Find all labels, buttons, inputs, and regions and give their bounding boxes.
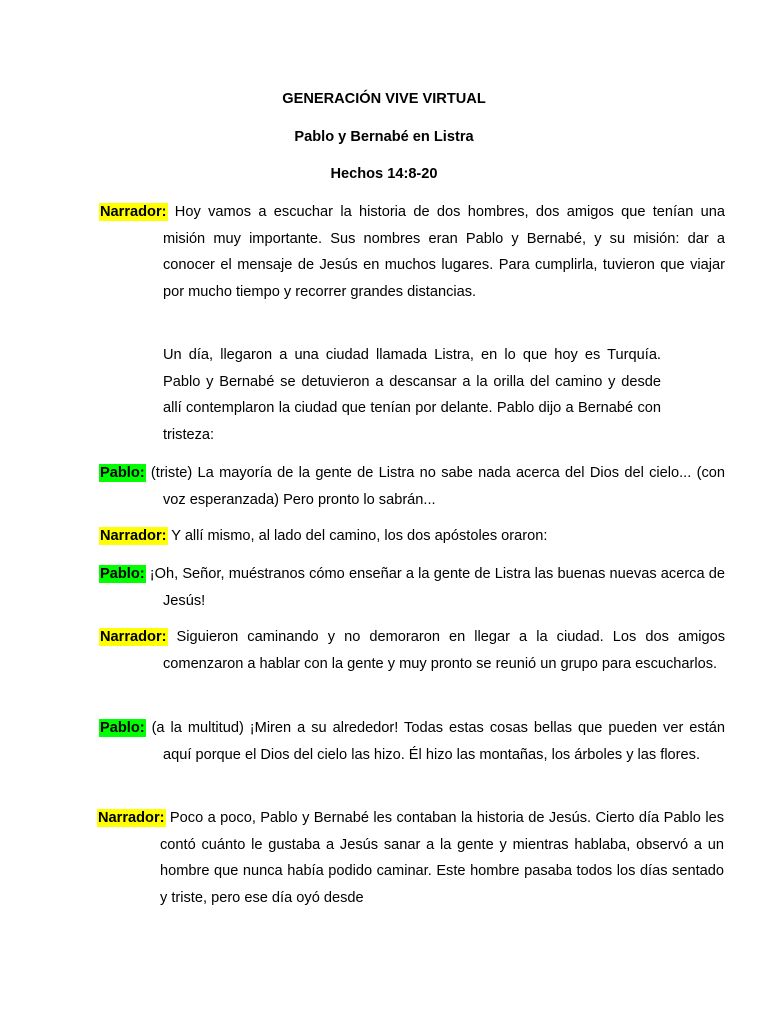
dialogue-text: (triste) La mayoría de la gente de Listra no sabe nada acerca del Dios del cielo... (con voz esperanzada) Pero pronto lo sabrán...: [145, 465, 725, 508]
dialogue-text: Y allí mismo, al lado del camino, los dos apóstoles oraron:: [167, 528, 548, 544]
speaker-label: Pablo:: [100, 566, 145, 582]
speaker-label: Narrador:: [100, 204, 167, 220]
dialogue-paragraph: [163, 342, 661, 448]
document-title: GENERACIÓN VIVE VIRTUAL: [282, 91, 486, 107]
dialogue-text: Poco a poco, Pablo y Bernabé les contaban la historia de Jesús. Cierto día Pablo les contó cuánto le gustaba a Jesús sanar a la gente y mientras hablaba, observó a un hombre que nunca había podido caminar. Este hombre pasaba todos los días sentado y triste, pero ese día oyó desde: [160, 810, 724, 906]
dialogue-text: Un día, llegaron a una ciudad llamada Listra, en lo que hoy es Turquía. Pablo y Bernabé se detuvieron a descansar a la orilla del camino y desde allí contemplaron la ciudad que tenían por delante. Pablo dijo a Bernabé con tristeza:: [163, 347, 661, 443]
scripture-reference: Hechos 14:8-20: [330, 166, 438, 182]
dialogue-paragraph: [99, 624, 725, 677]
dialogue-text: (a la multitud) ¡Miren a su alrededor! Todas estas cosas bellas que pueden ver están aquí porque el Dios del cielo las hizo. Él hizo las montañas, los árboles y las flores.: [145, 720, 725, 763]
dialogue-paragraph: [99, 715, 725, 768]
dialogue-text: Hoy vamos a escuchar la historia de dos hombres, dos amigos que tenían una misión muy importante. Sus nombres eran Pablo y Bernabé, y su misión: dar a conocer el mensaje de Jesús en muchos lugares. Para cumplirla, tuvieron que viajar por mucho tiempo y recorrer grandes distancias.: [163, 204, 725, 300]
dialogue-text: Siguieron caminando y no demoraron en llegar a la ciudad. Los dos amigos comenzaron a hablar con la gente y muy pronto se reunió un grupo para escucharlos.: [163, 629, 725, 672]
dialogue-paragraph: [99, 523, 725, 550]
speaker-label: Pablo:: [100, 465, 145, 481]
speaker-label: Narrador:: [100, 629, 167, 645]
speaker-label: Pablo:: [100, 720, 145, 736]
dialogue-paragraph: [99, 199, 725, 305]
speaker-label: Narrador:: [98, 810, 165, 826]
dialogue-text: ¡Oh, Señor, muéstranos cómo enseñar a la gente de Listra las buenas nuevas acerca de Jesús!: [145, 566, 725, 609]
dialogue-paragraph: [97, 805, 724, 911]
dialogue-paragraph: [99, 561, 725, 614]
document-subtitle: Pablo y Bernabé en Listra: [294, 129, 474, 145]
dialogue-paragraph: [99, 460, 725, 513]
speaker-label: Narrador:: [100, 528, 167, 544]
